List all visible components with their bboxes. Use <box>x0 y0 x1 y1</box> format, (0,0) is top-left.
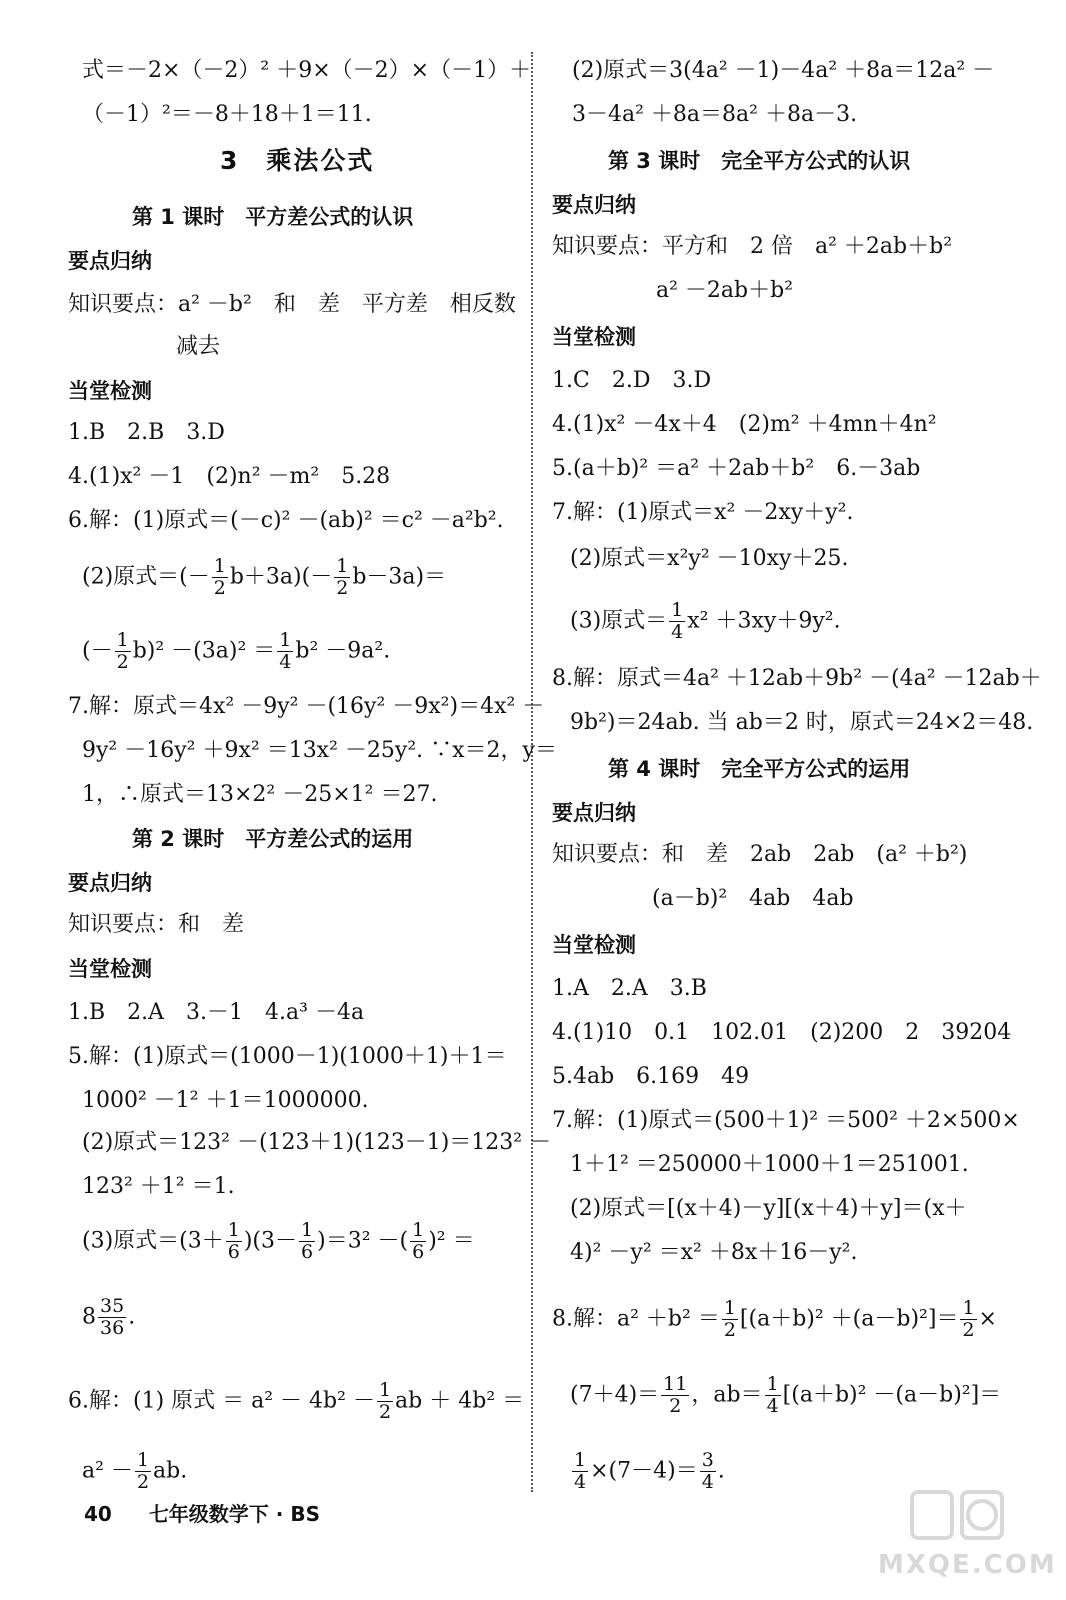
text-line <box>82 630 390 673</box>
lesson-title: 第 3 课时 完全平方公式的认识 <box>608 149 911 173</box>
fraction: $\frac{1}{4}$ <box>574 1449 587 1493</box>
text-line: (2)原式＝123² －(123＋1)(123－1)＝123² － <box>82 1130 552 1155</box>
text-line: 1＋1² ＝250000＋1000＋1＝251001. <box>570 1152 969 1177</box>
text-fragment: . <box>128 1304 136 1330</box>
text-line: 减去 <box>176 334 221 359</box>
subheading: 要点归纳 <box>552 801 636 825</box>
text-line: 4)² －y² ＝x² ＋8x＋16－y². <box>570 1240 858 1265</box>
text-line: 9y² －16y² ＋9x² ＝13x² －25y². ∵x＝2，y＝ <box>82 738 557 763</box>
fraction: $\frac{3}{4}$ <box>701 1449 714 1493</box>
fraction: $\frac{1}{2}$ <box>116 629 129 673</box>
fraction: $\frac{1}{2}$ <box>723 1297 736 1341</box>
fraction: $\frac{1}{6}$ <box>227 1219 240 1263</box>
fraction: $\frac{1}{6}$ <box>412 1219 425 1263</box>
text-fragment: a² － <box>82 1458 133 1484</box>
text-fragment: b－3a)＝ <box>352 564 447 590</box>
subheading: 要点归纳 <box>552 193 636 217</box>
text-line: (a－b)² 4ab 4ab <box>652 886 854 911</box>
book-title: 七年级数学下 · BS <box>148 1502 320 1526</box>
text-line: 4.(1)x² －4x＋4 (2)m² ＋4mn＋4n² <box>552 412 937 437</box>
subheading: 当堂检测 <box>68 957 152 981</box>
text-line: 知识要点：和 差 2ab 2ab (a² ＋b²) <box>552 842 968 867</box>
text-line: 5.4ab 6.169 49 <box>552 1064 750 1089</box>
text-line: 1.B 2.B 3.D <box>68 420 225 445</box>
text-line <box>82 1296 135 1339</box>
text-line <box>570 600 841 643</box>
watermark-text: MXQE.COM <box>878 1550 1057 1580</box>
text-fragment: [(a＋b)² －(a－b)²]＝ <box>782 1382 1002 1408</box>
page-number: 40 <box>84 1502 112 1526</box>
text-fragment: (2)原式＝(－ <box>82 564 210 590</box>
fraction: $\frac{1}{2}$ <box>213 555 226 599</box>
text-fragment: 6.解：(1) 原式 ＝ a² － 4b² － <box>68 1388 375 1414</box>
fraction: $\frac{1}{2}$ <box>962 1297 975 1341</box>
text-line: 7.解：(1)原式＝(500＋1)² ＝500² ＋2×500× <box>552 1108 1020 1133</box>
text-fragment: 8 <box>82 1304 96 1330</box>
text-line: 123² ＋1² ＝1. <box>82 1174 235 1199</box>
text-fragment: ，ab＝ <box>691 1382 763 1408</box>
lesson-title: 第 1 课时 平方差公式的认识 <box>132 205 414 229</box>
text-fragment: )² ＝ <box>428 1228 475 1254</box>
text-fragment: b)² －(3a)² ＝ <box>132 638 276 664</box>
text-line: （－1）²＝－8＋18＋1＝11. <box>82 102 372 127</box>
text-line <box>570 1374 1001 1417</box>
text-line: 1.B 2.A 3.－1 4.a³ －4a <box>68 1000 365 1025</box>
watermark <box>878 1482 1057 1582</box>
text-fragment: b＋3a)(－ <box>229 564 333 590</box>
subheading: 当堂检测 <box>552 933 636 957</box>
text-fragment: ×(7－4)＝ <box>590 1458 698 1484</box>
text-fragment: . <box>717 1458 725 1484</box>
text-line: 1.A 2.A 3.B <box>552 976 707 1001</box>
text-line: 1.C 2.D 3.D <box>552 368 712 393</box>
lesson-title: 第 2 课时 平方差公式的运用 <box>132 827 414 851</box>
lesson-title: 第 4 课时 完全平方公式的运用 <box>608 757 911 781</box>
text-fragment: )＝3² －( <box>317 1228 409 1254</box>
subheading: 要点归纳 <box>68 871 152 895</box>
text-line: 知识要点：平方和 2 倍 a² ＋2ab＋b² <box>552 234 953 259</box>
text-fragment: (7＋4)＝ <box>570 1382 660 1408</box>
section-title: 3 乘法公式 <box>220 146 375 175</box>
text-fragment: )(3－ <box>243 1228 298 1254</box>
fraction: $\frac{11}{2}$ <box>663 1373 688 1417</box>
text-fragment: × <box>978 1306 997 1332</box>
text-line: a² －2ab＋b² <box>656 278 794 303</box>
subheading: 当堂检测 <box>552 325 636 349</box>
text-line: (2)原式＝3(4a² －1)－4a² ＋8a＝12a² － <box>572 58 995 83</box>
text-fragment: (3)原式＝ <box>570 608 668 634</box>
text-line: (2)原式＝[(x＋4)－y][(x＋4)＋y]＝(x＋ <box>570 1196 967 1221</box>
text-fragment: x² ＋3xy＋9y². <box>687 608 841 634</box>
text-fragment: ab. <box>153 1458 188 1484</box>
fraction: $\frac{1}{2}$ <box>136 1449 150 1493</box>
subheading: 当堂检测 <box>68 379 152 403</box>
text-fragment: [(a＋b)² ＋(a－b)²]＝ <box>739 1306 959 1332</box>
text-line: 1，∴原式＝13×2² －25×1² ＝27. <box>82 782 438 807</box>
text-line: 3－4a² ＋8a＝8a² ＋8a－3. <box>572 102 858 127</box>
page-footer <box>84 1498 320 1527</box>
text-line <box>82 1220 475 1263</box>
fraction: $\frac{1}{2}$ <box>336 555 349 599</box>
text-fragment: (－ <box>82 638 113 664</box>
text-line: 6.解：(1)原式＝(－c)² －(ab)² ＝c² －a²b². <box>68 508 504 533</box>
text-line <box>570 1450 725 1493</box>
fraction: $\frac{1}{4}$ <box>671 599 684 643</box>
text-line: 知识要点：a² －b² 和 差 平方差 相反数 <box>68 292 516 317</box>
text-line: 7.解：(1)原式＝x² －2xy＋y². <box>552 500 854 525</box>
text-line: 9b²)＝24ab. 当 ab＝2 时，原式＝24×2＝48. <box>570 710 1034 735</box>
text-line <box>82 556 446 599</box>
text-fragment: (3)原式＝(3＋ <box>82 1228 224 1254</box>
text-line: 知识要点：和 差 <box>68 912 245 937</box>
text-line <box>552 1298 997 1341</box>
fraction: $\frac{1}{4}$ <box>766 1373 779 1417</box>
text-line: (2)原式＝x²y² －10xy＋25. <box>570 546 849 571</box>
fraction: $\frac{1}{2}$ <box>378 1379 392 1423</box>
text-fragment: b² －9a². <box>295 638 391 664</box>
text-fragment: 8.解：a² ＋b² ＝ <box>552 1306 720 1332</box>
text-line <box>68 1380 524 1423</box>
text-line: 4.(1)x² －1 (2)n² －m² 5.28 <box>68 464 391 489</box>
text-line: 8.解：原式＝4a² ＋12ab＋9b² －(4a² －12ab＋ <box>552 666 1042 691</box>
fraction: $\frac{1}{6}$ <box>301 1219 314 1263</box>
fraction: $\frac{1}{4}$ <box>279 629 292 673</box>
watermark-seal-icon <box>908 1486 1008 1546</box>
text-fragment: ab ＋ 4b² ＝ <box>395 1388 525 1414</box>
text-line: 7.解：原式＝4x² －9y² －(16y² －9x²)＝4x² － <box>68 694 545 719</box>
text-line: 5.解：(1)原式＝(1000－1)(1000＋1)＋1＝ <box>68 1044 507 1069</box>
subheading: 要点归纳 <box>68 249 152 273</box>
column-divider <box>531 52 533 1492</box>
text-line <box>82 1450 187 1493</box>
fraction: $\frac{35}{36}$ <box>100 1295 125 1339</box>
text-line: 4.(1)10 0.1 102.01 (2)200 2 39204 <box>552 1020 1012 1045</box>
text-line: 1000² －1² ＋1＝1000000. <box>82 1088 369 1113</box>
text-line: 式＝－2×（－2）² ＋9×（－2）×（－1）＋ <box>82 58 532 83</box>
text-line: 5.(a＋b)² ＝a² ＋2ab＋b² 6.－3ab <box>552 456 921 481</box>
